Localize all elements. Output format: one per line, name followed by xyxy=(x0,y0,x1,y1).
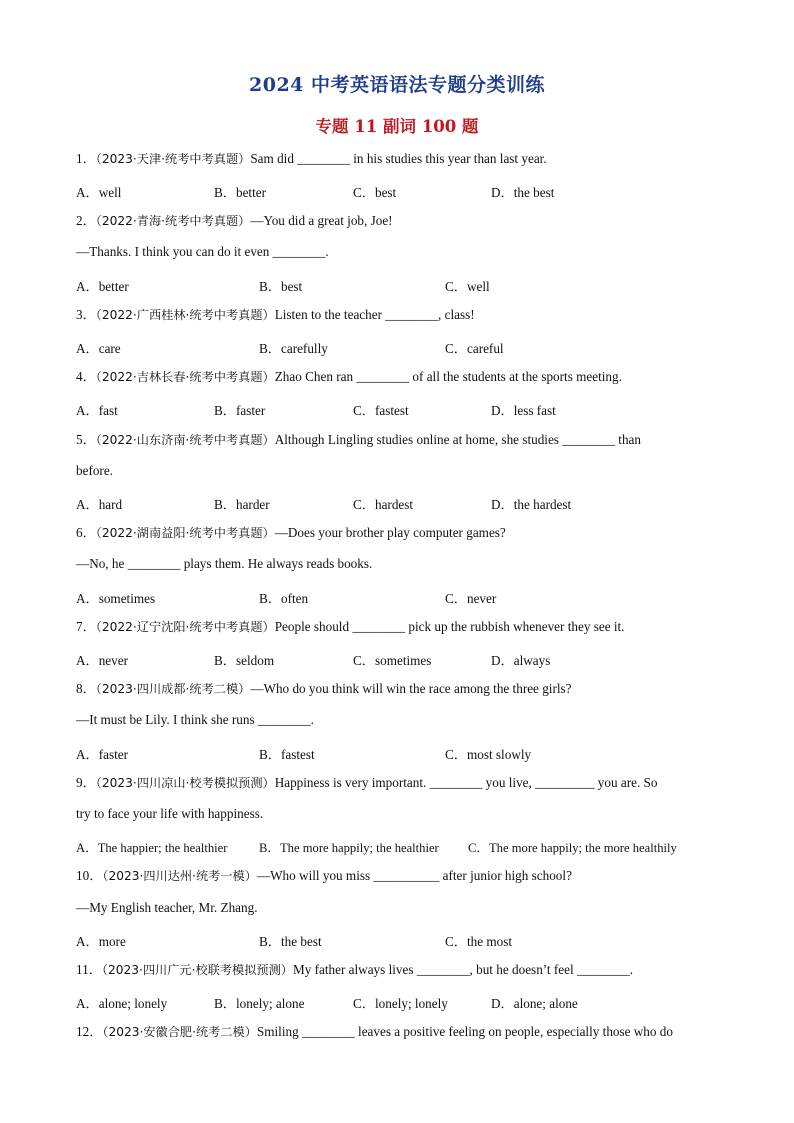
option-b: B．faster xyxy=(214,403,266,418)
option-d: D．the hardest xyxy=(491,497,572,512)
question-text: Although Lingling studies online at home, she studies ________ than xyxy=(274,432,641,447)
option-c: C．best xyxy=(353,185,397,200)
question-source: （2023·四川成都·统考二模） xyxy=(95,682,251,696)
option-c: C．careful xyxy=(445,341,504,356)
question-8-line-2: —It must be Lily. I think she runs ________. xyxy=(76,712,314,727)
option-d: D．less fast xyxy=(491,403,556,418)
option-b: B．seldom xyxy=(214,653,275,668)
question-source: （2023·四川凉山·校考模拟预测） xyxy=(95,776,275,790)
question-4: 4．（2022·吉林长春·统考中考真题）Zhao Chen ran ________ of all the students at the sports meeting. xyxy=(76,369,622,384)
option-b: B．often xyxy=(259,591,309,606)
page-title: 2024 中考英语语法专题分类训练 xyxy=(249,74,545,96)
option-c: C．most slowly xyxy=(445,747,532,762)
question-2-line-2: —Thanks. I think you can do it even ________. xyxy=(76,244,329,259)
question-source: （2022·吉林长春·统考中考真题） xyxy=(95,370,275,384)
question-11: 11．（2023·四川广元·校联考模拟预测）My father always lives ________, but he doesn’t feel ________. xyxy=(76,962,634,977)
question-5-line-2: before. xyxy=(76,463,113,478)
question-source: （2023·四川达州·统考一模） xyxy=(102,869,257,883)
option-a: A．sometimes xyxy=(76,591,156,606)
option-a: A．better xyxy=(76,279,129,294)
question-source: （2023·四川广元·校联考模拟预测） xyxy=(101,963,293,977)
question-source: （2022·山东济南·统考中考真题） xyxy=(95,433,275,447)
question-text: My father always lives ________, but he doesn’t feel ________. xyxy=(293,962,634,977)
question-1: 1．（2023·天津·统考中考真题）Sam did ________ in his studies this year than last year. xyxy=(76,151,547,166)
option-d: D．always xyxy=(491,653,551,668)
option-b: B．better xyxy=(214,185,267,200)
question-text: —Who will you miss __________ after junior high school? xyxy=(256,868,572,883)
option-a: A．never xyxy=(76,653,128,668)
question-source: （2022·辽宁沈阳·统考中考真题） xyxy=(95,620,275,634)
question-6: 6．（2022·湖南益阳·统考中考真题）—Does your brother play computer games? xyxy=(76,525,506,540)
option-a: A．more xyxy=(76,934,126,949)
option-a: A．well xyxy=(76,185,122,200)
question-3: 3．（2022·广西桂林·统考中考真题）Listen to the teacher ________, class! xyxy=(76,307,475,322)
option-a: A．hard xyxy=(76,497,123,512)
page-subtitle: 专题 11 副词 100 题 xyxy=(315,117,479,136)
option-c: C．fastest xyxy=(353,403,409,418)
option-c: C．never xyxy=(445,591,497,606)
question-text: —Who do you think will win the race among the three girls? xyxy=(250,681,572,696)
option-d: D．alone; alone xyxy=(491,996,578,1011)
question-2: 2．（2022·青海·统考中考真题）—You did a great job, Joe! xyxy=(76,213,393,228)
option-b: B．The more happily; the healthier xyxy=(259,841,439,855)
question-5: 5．（2022·山东济南·统考中考真题）Although Lingling studies online at home, she studies ________ than xyxy=(76,432,641,447)
option-c: C．sometimes xyxy=(353,653,432,668)
option-a: A．fast xyxy=(76,403,118,418)
option-c: C．lonely; lonely xyxy=(353,996,448,1011)
question-text: Happiness is very important. ________ you live, _________ you are. So xyxy=(274,775,658,790)
question-source: （2022·广西桂林·统考中考真题） xyxy=(95,308,275,322)
option-b: B．carefully xyxy=(259,341,328,356)
question-12: 12．（2023·安徽合肥·统考二模）Smiling ________ leaves a positive feeling on people, especially those who do xyxy=(76,1024,673,1039)
question-8: 8．（2023·四川成都·统考二模）—Who do you think will win the race among the three girls? xyxy=(76,681,572,696)
question-text: Zhao Chen ran ________ of all the students at the sports meeting. xyxy=(274,369,622,384)
question-10-line-2: —My English teacher, Mr. Zhang. xyxy=(76,900,258,915)
option-a: A．care xyxy=(76,341,121,356)
question-text: Smiling ________ leaves a positive feeling on people, especially those who do xyxy=(256,1024,673,1039)
question-text: —You did a great job, Joe! xyxy=(250,213,393,228)
option-c: C．hardest xyxy=(353,497,414,512)
question-source: （2022·青海·统考中考真题） xyxy=(95,214,251,228)
question-source: （2023·天津·统考中考真题） xyxy=(95,152,251,166)
option-c: C．the most xyxy=(445,934,513,949)
question-text: People should ________ pick up the rubbish whenever they see it. xyxy=(274,619,625,634)
option-c: C．The more happily; the more healthily xyxy=(468,841,677,855)
question-10: 10．（2023·四川达州·统考一模）—Who will you miss __________ after junior high school? xyxy=(76,868,572,883)
question-source: （2022·湖南益阳·统考中考真题） xyxy=(95,526,275,540)
option-a: A．faster xyxy=(76,747,128,762)
question-7: 7．（2022·辽宁沈阳·统考中考真题）People should ________ pick up the rubbish whenever they see it. xyxy=(76,619,625,634)
option-b: B．harder xyxy=(214,497,270,512)
question-text: Listen to the teacher ________, class! xyxy=(274,307,475,322)
option-d: D．the best xyxy=(491,185,555,200)
option-b: B．best xyxy=(259,279,303,294)
option-c: C．well xyxy=(445,279,490,294)
question-text: Sam did ________ in his studies this year than last year. xyxy=(250,151,547,166)
question-source: （2023·安徽合肥·统考二模） xyxy=(102,1025,257,1039)
question-6-line-2: —No, he ________ plays them. He always reads books. xyxy=(76,556,373,571)
question-text: —Does your brother play computer games? xyxy=(274,525,506,540)
question-9: 9．（2023·四川凉山·校考模拟预测）Happiness is very important. ________ you live, _________ you are. So xyxy=(76,775,658,790)
option-b: B．the best xyxy=(259,934,322,949)
option-b: B．fastest xyxy=(259,747,315,762)
option-a: A．alone; lonely xyxy=(76,996,168,1011)
option-b: B．lonely; alone xyxy=(214,996,305,1011)
question-9-line-2: try to face your life with happiness. xyxy=(76,806,264,821)
option-a: A．The happier; the healthier xyxy=(76,841,228,855)
